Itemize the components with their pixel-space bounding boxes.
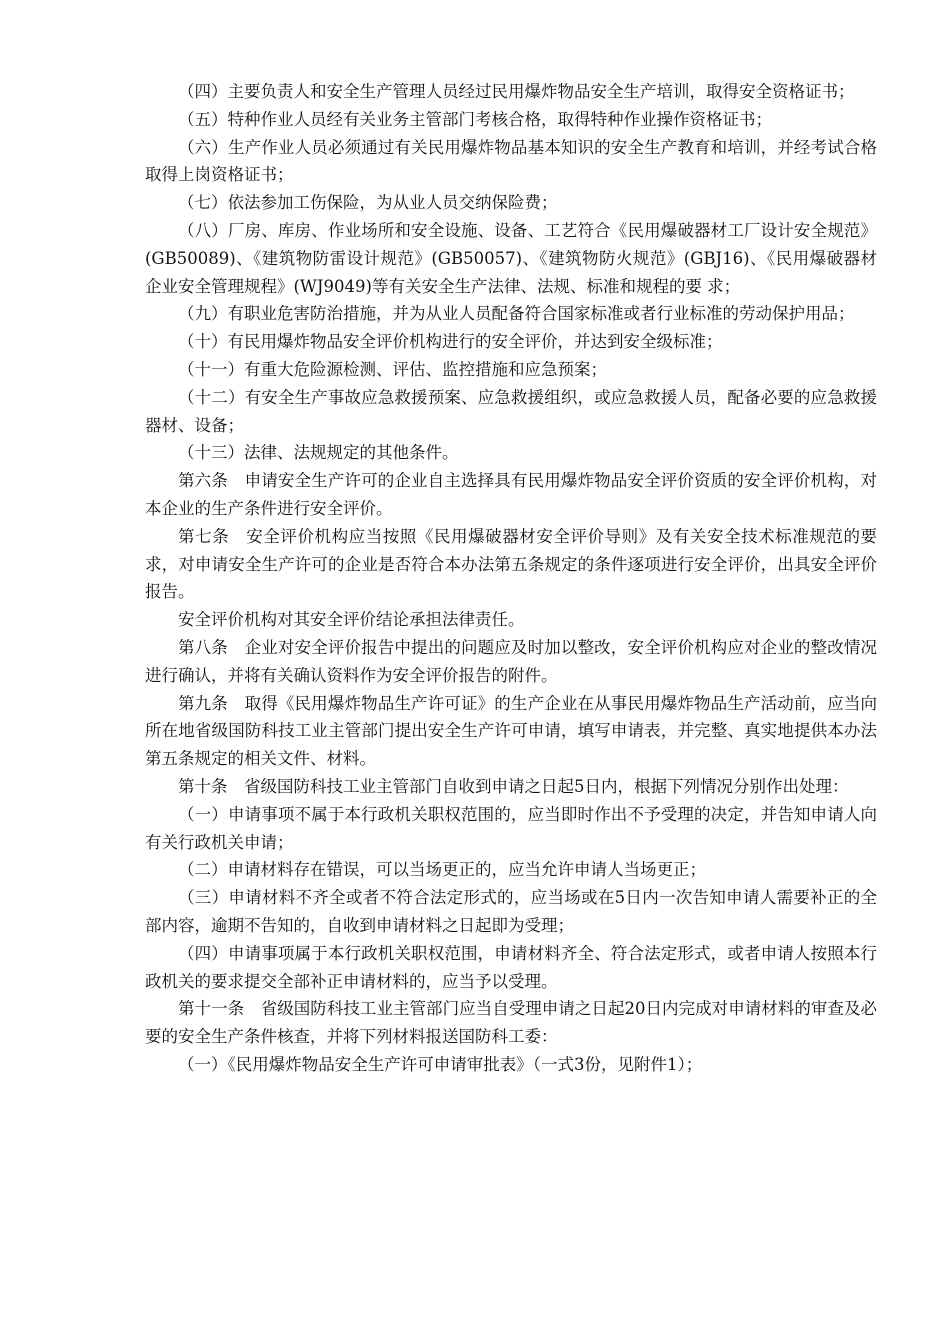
article-7-liability: 安全评价机构对其安全评价结论承担法律责任。: [178, 610, 525, 630]
paragraph-item-8: （八）厂房、库房、作业场所和安全设施、设备、工艺符合《民用爆破器材工厂设计安全规范》(GB50089)、《建筑物防雷设计规范》(GB50057)、《建筑物防火规范》(GBJ16)、《民用爆破器材企业安全管理规程》(WJ9049)等有关安全生产法律、法规、标准和规程的要 求；: [145, 220, 877, 296]
paragraph-item-4: （四）主要负责人和安全生产管理人员经过民用爆炸物品安全生产培训，取得安全资格证书；: [178, 82, 855, 101]
article-11-item-1: （一）《民用爆炸物品安全生产许可申请审批表》（一式3份，见附件1）；: [178, 1054, 703, 1074]
paragraph-item-7: （七）依法参加工伤保险，为从业人员交纳保险费；: [178, 193, 558, 213]
article-10-item-3: （三）申请材料不齐全或者不符合法定形式的，应当场或在5日内一次告知申请人需要补正的全部内容，逾期不告知的，自收到申请材料之日起即为受理；: [145, 888, 877, 935]
paragraph-item-6: （六）生产作业人员必须通过有关民用爆炸物品基本知识的安全生产教育和培训，并经考试合格取得上岗资格证书；: [145, 137, 877, 185]
article-11: 第十一条 省级国防科技工业主管部门应当自受理申请之日起20日内完成对申请材料的审查及必要的安全生产条件核查，并将下列材料报送国防科工委：: [145, 999, 877, 1047]
article-8: 第八条 企业对安全评价报告中提出的问题应及时加以整改，安全评价机构应对企业的整改情况进行确认，并将有关确认资料作为安全评价报告的附件。: [145, 637, 877, 685]
paragraph-item-13: （十三）法律、法规规定的其他条件。: [178, 443, 459, 463]
paragraph-item-10: （十）有民用爆炸物品安全评价机构进行的安全评价，并达到安全级标准；: [178, 332, 723, 352]
article-10-item-1: （一）申请事项不属于本行政机关职权范围的，应当即时作出不予受理的决定，并告知申请人向有关行政机关申请；: [145, 804, 877, 852]
document-body: [145, 78, 877, 1079]
article-10-item-4: （四）申请事项属于本行政机关职权范围，申请材料齐全、符合法定形式，或者申请人按照本行政机关的要求提交全部补正申请材料的，应当予以受理。: [145, 943, 877, 991]
article-6: 第六条 申请安全生产许可的企业自主选择具有民用爆炸物品安全评价资质的安全评价机构，对本企业的生产条件进行安全评价。: [145, 471, 877, 518]
paragraph-item-5: （五）特种作业人员经有关业务主管部门考核合格，取得特种作业操作资格证书；: [178, 109, 772, 129]
paragraph-item-12: （十二）有安全生产事故应急救援预案、应急救援组织，或应急救援人员，配备必要的应急救援器材、设备；: [145, 387, 877, 435]
article-10-item-2: （二）申请材料存在错误，可以当场更正的，应当允许申请人当场更正；: [178, 860, 706, 880]
article-10: 第十条 省级国防科技工业主管部门自收到申请之日起5日内，根据下列情况分别作出处理：: [178, 776, 849, 796]
article-7: 第七条 安全评价机构应当按照《民用爆破器材安全评价导则》及有关安全技术标准规范的要求，对申请安全生产许可的企业是否符合本办法第五条规定的条件逐项进行安全评价，出具安全评价报告。: [145, 526, 877, 602]
paragraph-item-11: （十一）有重大危险源检测、评估、监控措施和应急预案；: [178, 359, 607, 379]
article-9: 第九条 取得《民用爆炸物品生产许可证》的生产企业在从事民用爆炸物品生产活动前，应当向所在地省级国防科技工业主管部门提出安全生产许可申请，填写申请表，并完整、真实地提供本办法第五条规定的相关文件、材料。: [145, 693, 877, 769]
paragraph-item-9: （九）有职业危害防治措施，并为从业人员配备符合国家标准或者行业标准的劳动保护用品；: [178, 304, 855, 324]
